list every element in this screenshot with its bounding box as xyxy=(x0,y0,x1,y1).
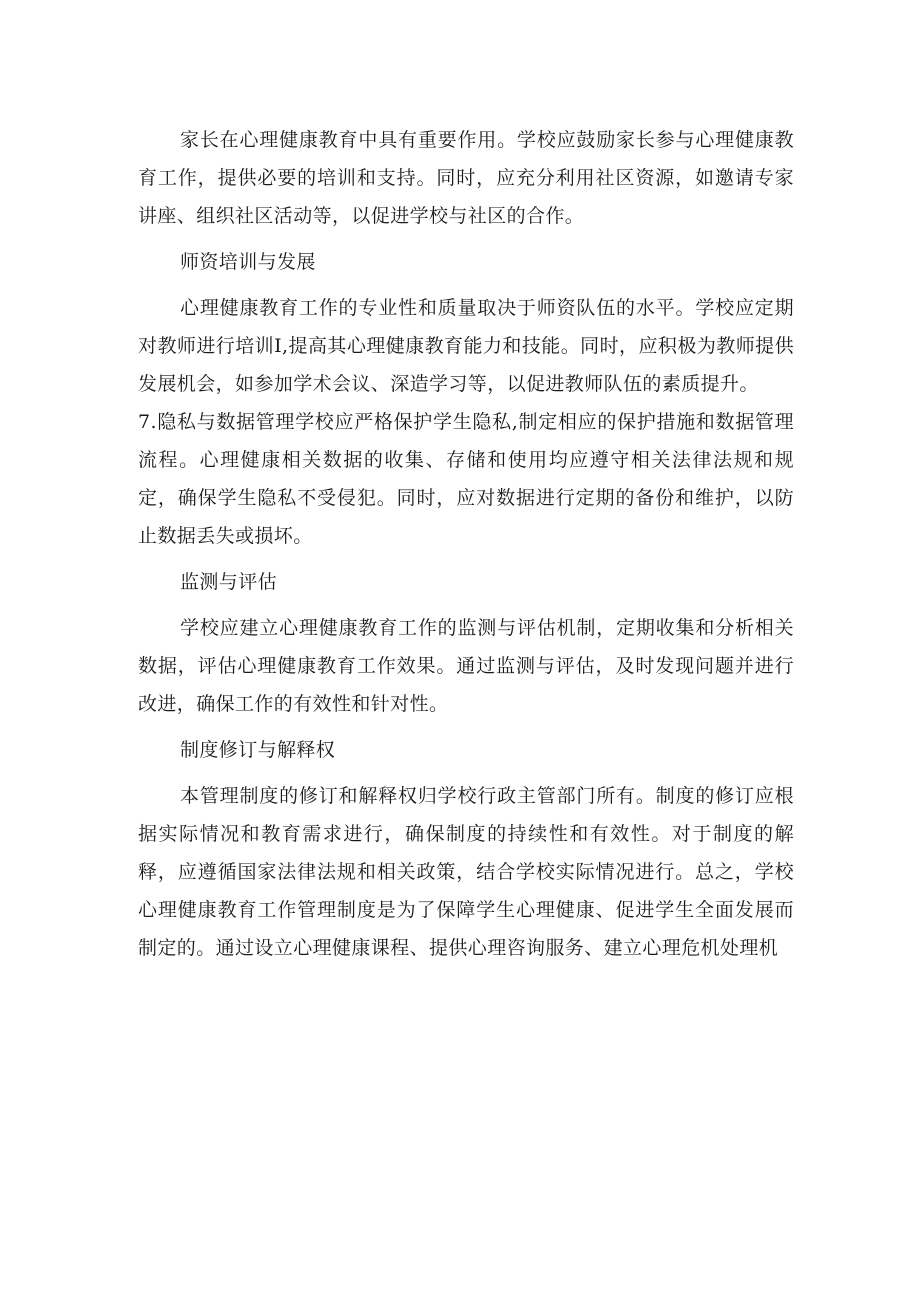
heading-monitoring: 监测与评估 xyxy=(180,571,278,593)
paragraph-privacy-data: 7.隐私与数据管理学校应严格保护学生隐私,制定相应的保护措施和数据管理流程。心理健康相关数据的收集、存储和使用均应遵守相关法律法规和规定，确保学生隐私不受侵犯。同时，应对数据进行定期的备份和维护，以防止数据丢失或损坏。 xyxy=(138,411,794,547)
paragraph-parent-community: 家长在心理健康教育中具有重要作用。学校应鼓励家长参与心理健康教育工作，提供必要的培训和支持。同时，应充分利用社区资源，如邀请专家讲座、组织社区活动等，以促进学校与社区的合作。 xyxy=(138,129,794,227)
heading-revision: 制度修订与解释权 xyxy=(180,739,336,761)
paragraph-teacher-training: 心理健康教育工作的专业性和质量取决于师资队伍的水平。学校应定期对教师进行培训I,提高其心理健康教育能力和技能。同时，应积极为教师提供发展机会，如参加学术会议、深造学习等，以促进教师队伍的素质提升。 xyxy=(138,297,794,395)
paragraph-revision: 本管理制度的修订和解释权归学校行政主管部门所有。制度的修订应根据实际情况和教育需求进行，确保制度的持续性和有效性。对于制度的解释，应遵循国家法律法规和相关政策，结合学校实际情况进行。总之，学校心理健康教育工作管理制度是为了保障学生心理健康、促进学生全面发展而制定的。通过设立心理健康课程、提供心理咨询服务、建立心理危机处理机 xyxy=(138,785,794,959)
paragraph-monitoring: 学校应建立心理健康教育工作的监测与评估机制，定期收集和分析相关数据，评估心理健康教育工作效果。通过监测与评估，及时发现问题并进行改进，确保工作的有效性和针对性。 xyxy=(138,617,794,715)
heading-teacher-training: 师资培训与发展 xyxy=(180,251,316,273)
document-body xyxy=(138,121,794,967)
